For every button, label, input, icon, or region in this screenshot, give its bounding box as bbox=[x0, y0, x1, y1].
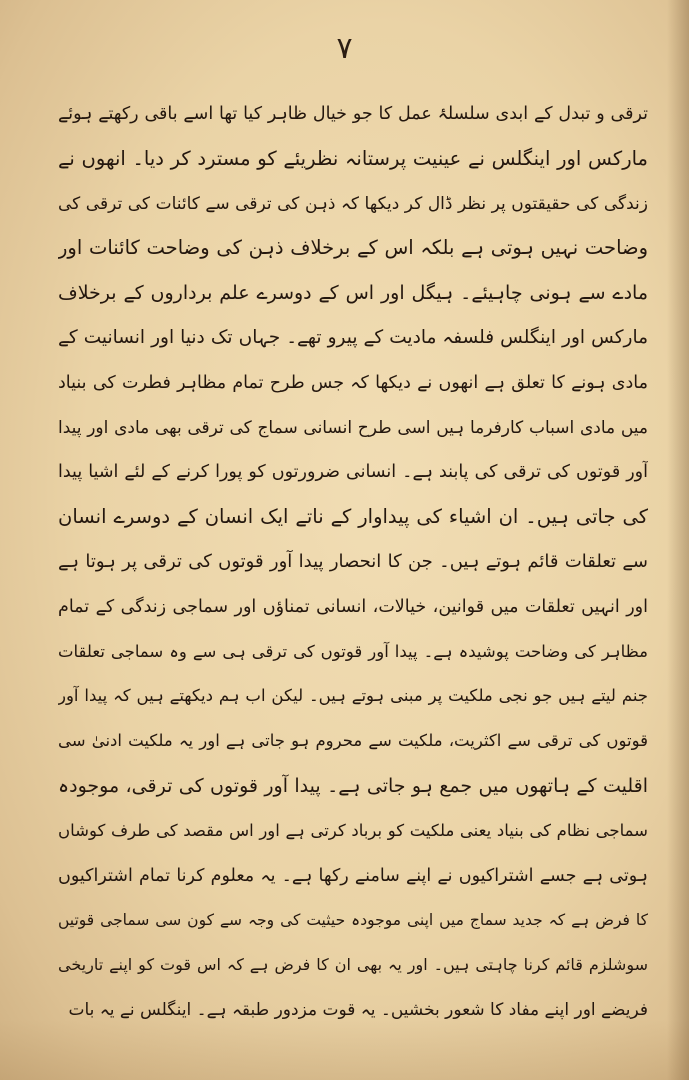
text-line: ہوتی ہے جسے اشتراکیوں نے اپنے سامنے رکھا ہے۔ یہ معلوم کرنا تمام اشتراکیوں bbox=[58, 865, 648, 886]
text-line: مادی ہونے کا تعلق ہے انھوں نے دیکھا کہ جس طرح تمام مظاہر فطرت کی بنیاد bbox=[58, 372, 648, 393]
text-line: ترقی و تبدل کے ابدی سلسلۂ عمل کا جو خیال ظاہر کیا تھا اسے باقی رکھتے ہوئے bbox=[58, 104, 648, 124]
text-line: وضاحت نہیں ہوتی ہے بلکہ اس کے برخلاف ذہن کی وضاحت کائنات اور bbox=[58, 236, 648, 260]
text-line: مظاہر کی وضاحت پوشیدہ ہے۔ پیدا آور قوتوں کی ترقی ہی سے وہ سماجی تعلقات bbox=[58, 641, 648, 661]
text-line: زندگی کی حقیقتوں پر نظر ڈال کر دیکھا کہ ذہن کی ترقی سے کائنات کی ترقی کی bbox=[58, 193, 648, 214]
text-line: مارکس اور اینگلس فلسفہ مادیت کے پیرو تھے۔ جہاں تک دنیا اور انسانیت کے bbox=[58, 326, 648, 348]
text-line: اور انہیں تعلقات میں قوانین، خیالات، انسانی تمناؤں اور سماجی زندگی کے تمام bbox=[58, 596, 648, 617]
text-line: سے تعلقات قائم ہوتے ہیں۔ جن کا انحصار پیدا آور قوتوں کی ترقی پر ہوتا ہے bbox=[58, 550, 648, 572]
body-text bbox=[58, 92, 648, 1033]
text-line: قوتوں کی ترقی سے اکثریت، ملکیت سے محروم ہو جاتی ہے اور یہ ملکیت ادنیٰ سی bbox=[58, 731, 648, 751]
text-line: سوشلزم قائم کرنا چاہتی ہیں۔ اور یہ بھی ان کا فرض ہے کہ اس قوت کو اپنے تاریخی bbox=[58, 955, 648, 975]
text-line: مارکس اور اینگلس نے عینیت پرستانہ نظریئے کو مسترد کر دیا۔ انھوں نے bbox=[58, 146, 648, 170]
text-line: آور قوتوں کی ترقی کی پابند ہے۔ انسانی ضرورتوں کو پورا کرنے کے لئے اشیا پیدا bbox=[58, 462, 648, 483]
text-line: سماجی نظام کی بنیاد یعنی ملکیت کو برباد کرتی ہے اور اس مقصد کی طرف کوشاں bbox=[58, 820, 648, 840]
text-line: میں مادی اسباب کارفرما ہیں اسی طرح انسانی سماج کی ترقی بھی مادی اور پیدا bbox=[58, 417, 648, 438]
text-line: فریضے اور اپنے مفاد کا شعور بخشیں۔ یہ قوت مزدور طبقہ ہے۔ اینگلس نے یہ بات bbox=[68, 999, 648, 1020]
text-line: جنم لیتے ہیں جو نجی ملکیت پر مبنی ہوتے ہیں۔ لیکن اب ہم دیکھتے ہیں کہ پیدا آور bbox=[58, 686, 648, 706]
text-line: کا فرض ہے کہ جدید سماج میں اپنی موجودہ حیثیت کی وجہ سے کون سی سماجی قوتیں bbox=[58, 911, 648, 930]
page-edge-shadow bbox=[667, 0, 689, 1080]
text-line: اقلیت کے ہاتھوں میں جمع ہو جاتی ہے۔ پیدا آور قوتوں کی ترقی، موجودہ bbox=[58, 774, 648, 797]
text-line: مادے سے ہونی چاہیئے۔ ہیگل اور اس کے دوسرے علم برداروں کے برخلاف bbox=[58, 282, 648, 305]
page-number: ٧ bbox=[336, 31, 353, 66]
text-line: کی جاتی ہیں۔ ان اشیاء کی پیداوار کے ناتے ایک انسان کے دوسرے انسان bbox=[58, 505, 648, 529]
